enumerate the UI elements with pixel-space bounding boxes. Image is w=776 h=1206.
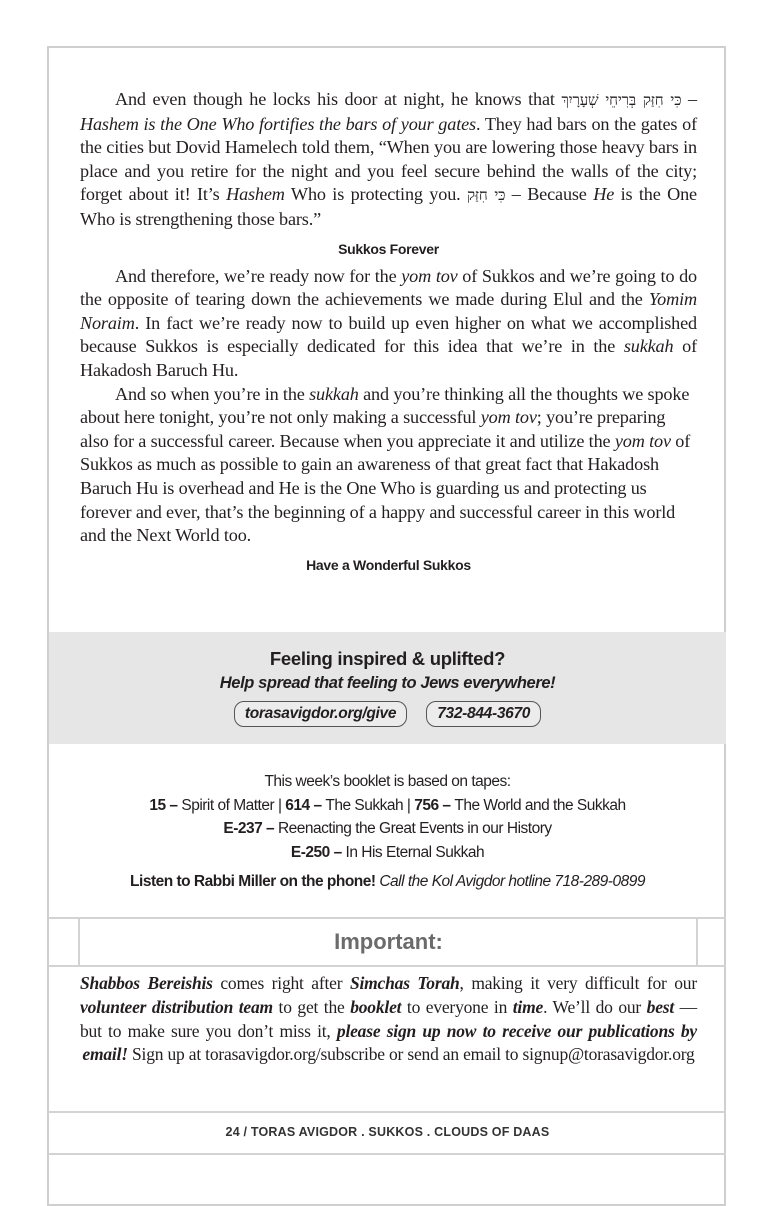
notice-title: Important:: [334, 929, 443, 954]
tapes-line: [49, 841, 726, 865]
text-segment: volunteer distribution team: [80, 996, 273, 1017]
paragraph: [80, 265, 697, 383]
text-segment: The Sukkah |: [325, 796, 415, 814]
divider: [696, 917, 698, 966]
text-segment: sukkah: [309, 383, 359, 404]
text-segment: ; you’re preparing also for a successful career. Because when you appreciate it and utilize the: [80, 407, 666, 451]
text-segment: best: [646, 996, 675, 1017]
text-segment: yom tov: [614, 430, 671, 451]
text-segment: is the One Who is strengthening those bars.”: [80, 184, 697, 229]
hebrew-text: כִּי חִזַּק: [467, 186, 506, 205]
text-segment: And so when you’re in the: [115, 383, 310, 404]
text-segment: And even though he locks his door at night, he knows that: [115, 89, 562, 109]
hebrew-text: כִּי חִזַּק בְּרִיחֵי שְׁעָרָיִךְ: [561, 91, 682, 109]
divider: [49, 1111, 726, 1113]
section-heading: Sukkos Forever: [338, 240, 439, 257]
divider: [49, 965, 726, 967]
text-segment: Yomim Noraim: [80, 289, 697, 333]
text-segment: Hashem: [226, 184, 285, 205]
text-segment: Shabbos Bereishis: [80, 973, 213, 993]
text-segment: of Sukkos and we’re going to do the opposite of tearing down the achievements we made during Elul and the: [80, 265, 697, 310]
text-segment: –: [681, 89, 697, 109]
text-segment: – Because: [505, 184, 594, 205]
tapes-line: [49, 794, 726, 818]
text-segment: Who is protecting you.: [284, 184, 468, 205]
text-segment: Listen to Rabbi Miller on the phone!: [130, 873, 380, 890]
closing-heading: Have a Wonderful Sukkos: [306, 556, 471, 573]
divider: [78, 917, 80, 966]
paragraph: [80, 88, 697, 232]
text-segment: , making it very difficult for our: [459, 973, 697, 993]
text-segment: E-237 –: [223, 820, 278, 837]
text-segment: . They had bars on the gates of the cities but Dovid Hamelech told them, “When you are lowering those heavy bars in place and you retire for the night and you feel secure behind the walls of the city; forget about it! It’s: [80, 113, 697, 205]
text-segment: 756 –: [414, 796, 455, 814]
text-segment: He: [593, 184, 615, 205]
text-segment: Simchas Torah: [349, 973, 460, 993]
article-body: [80, 88, 697, 581]
donate-title: Feeling inspired & uplifted?: [269, 648, 506, 669]
text-segment: please sign up now to receive our publications by email!: [82, 1020, 697, 1065]
text-segment: The World and the Sukkah: [454, 796, 626, 814]
text-segment: yom tov: [401, 265, 458, 286]
divider: [49, 1153, 726, 1155]
text-segment: Reenacting the Great Events in our History: [277, 820, 552, 837]
hotline-line: [49, 873, 726, 891]
text-segment: sukkah: [623, 336, 674, 357]
notice-body: [80, 972, 697, 1067]
text-segment: to everyone in: [401, 996, 513, 1017]
text-segment: Call the Kol Avigdor hotline 718-289-0899: [379, 873, 645, 890]
text-segment: and you’re thinking all the thoughts we spoke about here tonight, you’re not only making a successful: [80, 383, 690, 428]
donate-link[interactable]: torasavigdor.org/give: [234, 701, 407, 727]
text-segment: to get the: [272, 996, 351, 1017]
text-segment: . We’ll do our: [543, 996, 647, 1017]
text-segment: And therefore, we’re ready now for the: [115, 265, 402, 286]
divider: [49, 917, 726, 919]
text-segment: E-250 –: [290, 843, 346, 861]
text-segment: of Sukkos as much as possible to gain an awareness of that great fact that Hakadosh Baruch Hu is overhead and He is the One Who is guarding us and protecting us forever and ever, that’s the beginning of a happy and successful career in this world and the Next World too.: [80, 430, 691, 546]
tapes-intro: This week’s booklet is based on tapes:: [264, 773, 511, 790]
text-segment: Spirit of Matter |: [181, 796, 286, 814]
text-segment: 15 –: [149, 796, 182, 814]
text-segment: . In fact we’re ready now to build up even higher on what we accomplished because Sukkos is especially dedicated for this idea that we’re in the: [80, 312, 697, 357]
tapes-line: [49, 817, 726, 841]
paragraph: [80, 383, 697, 548]
text-segment: Sign up at torasavigdor.org/subscribe or send an email to signup@torasavigdor.org: [127, 1044, 695, 1065]
text-segment: Hashem is the One Who fortifies the bars of your gates: [80, 113, 476, 134]
donate-subtitle: Help spread that feeling to Jews everywhere!: [219, 674, 556, 692]
donate-phone[interactable]: 732-844-3670: [426, 701, 541, 727]
text-segment: In His Eternal Sukkah: [345, 843, 485, 861]
text-segment: time: [512, 996, 544, 1017]
tapes-list: [49, 770, 726, 864]
text-segment: booklet: [350, 996, 402, 1017]
text-segment: yom tov: [480, 407, 537, 428]
text-segment: comes right after: [212, 973, 350, 993]
text-segment: 614 –: [285, 796, 326, 814]
donate-banner: [49, 632, 726, 744]
page-footer: 24 / TORAS AVIGDOR . SUKKOS . CLOUDS OF DAAS: [225, 1125, 550, 1139]
text-segment: — but to make sure you don’t miss it,: [80, 996, 697, 1041]
text-segment: of Hakadosh Baruch Hu.: [80, 336, 697, 380]
